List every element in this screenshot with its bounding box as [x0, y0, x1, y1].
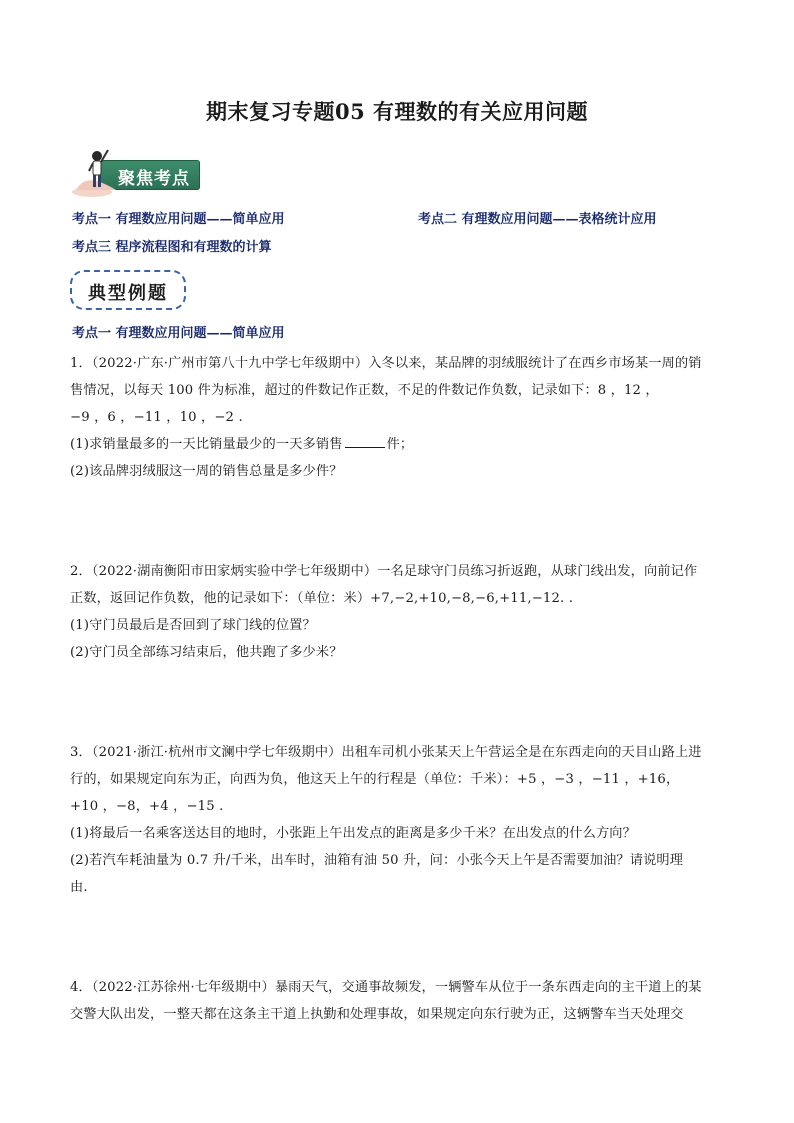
problem-3-line-2: 行的，如果规定向东为正，向西为负，他这天上午的行程是（单位：千米）：+5 ，−3 ，−11 ，+16，	[70, 772, 680, 787]
problem-1-question-1	[70, 433, 413, 452]
problem-3-question-2-line-2: 由.	[70, 880, 88, 895]
answer-blank[interactable]	[345, 435, 385, 448]
topic-item: 考点二 有理数应用问题——表格统计应用	[418, 212, 657, 227]
question-text: 件；	[386, 437, 414, 452]
problem-2-question-2: (2)守门员全部练习结束后，他共跑了多少米？	[70, 645, 343, 660]
problem-4-line-2: 交警大队出发，一整天都在这条主干道上执勤和处理事故，如果规定向东行驶为正，这辆警车当天处理交	[70, 1007, 684, 1022]
problem-1-line-3: −9 ，6 ，−11 ，10 ，−2 .	[70, 410, 243, 425]
typical-examples-box	[70, 270, 186, 310]
question-text: (1)求销量最多的一天比销量最少的一天多销售	[70, 437, 343, 452]
focus-points-label: 聚焦考点	[118, 169, 190, 189]
problem-2-question-1: (1)守门员最后是否回到了球门线的位置？	[70, 618, 316, 633]
problem-3-question-1: (1)将最后一名乘客送达目的地时，小张距上午出发点的距离是多少千米？在出发点的什么方向？	[70, 826, 636, 841]
student-raising-hand-icon	[70, 146, 122, 198]
focus-points-banner	[70, 146, 204, 198]
problem-1-line-2: 售情况，以每天 100 件为标准，超过的件数记作正数，不足的件数记作负数，记录如下：8 ，12 ，	[70, 383, 659, 398]
problem-2-line-1: 2．（2022·湖南衡阳市田家炳实验中学七年级期中）一名足球守门员练习折返跑，从球门线出发，向前记作	[70, 564, 698, 579]
document-title: 期末复习专题05 有理数的有关应用问题	[205, 99, 589, 124]
problem-3-question-2-line-1: (2)若汽车耗油量为 0.7 升/千米，出车时，油箱有油 50 升，问：小张今天上午是否需要加油？请说明理	[70, 853, 684, 868]
problem-4-line-1: 4．（2022·江苏徐州·七年级期中）暴雨天气，交通事故频发，一辆警车从位于一条东西走向的主干道上的某	[70, 980, 702, 995]
problem-1-line-1: 1．（2022·广东·广州市第八十九中学七年级期中）入冬以来，某品牌的羽绒服统计了在西乡市场某一周的销	[70, 356, 702, 371]
problem-2-line-2: 正数，返回记作负数，他的记录如下：（单位：米）+7,−2,+10,−8,−6,+11,−12. .	[70, 591, 574, 606]
typical-examples-label: 典型例题	[88, 283, 168, 304]
problem-3-line-3: +10 ，−8，+4 ，−15 .	[70, 799, 224, 814]
section-heading: 考点一 有理数应用问题——简单应用	[72, 326, 285, 341]
problem-1-question-2: (2)该品牌羽绒服这一周的销售总量是多少件？	[70, 464, 343, 479]
problem-3-line-1: 3．（2021·浙江·杭州市文澜中学七年级期中）出租车司机小张某天上午营运全是在东西走向的天目山路上进	[70, 745, 702, 760]
topic-item: 考点一 有理数应用问题——简单应用	[72, 212, 285, 227]
topic-item: 考点三 程序流程图和有理数的计算	[72, 240, 272, 255]
